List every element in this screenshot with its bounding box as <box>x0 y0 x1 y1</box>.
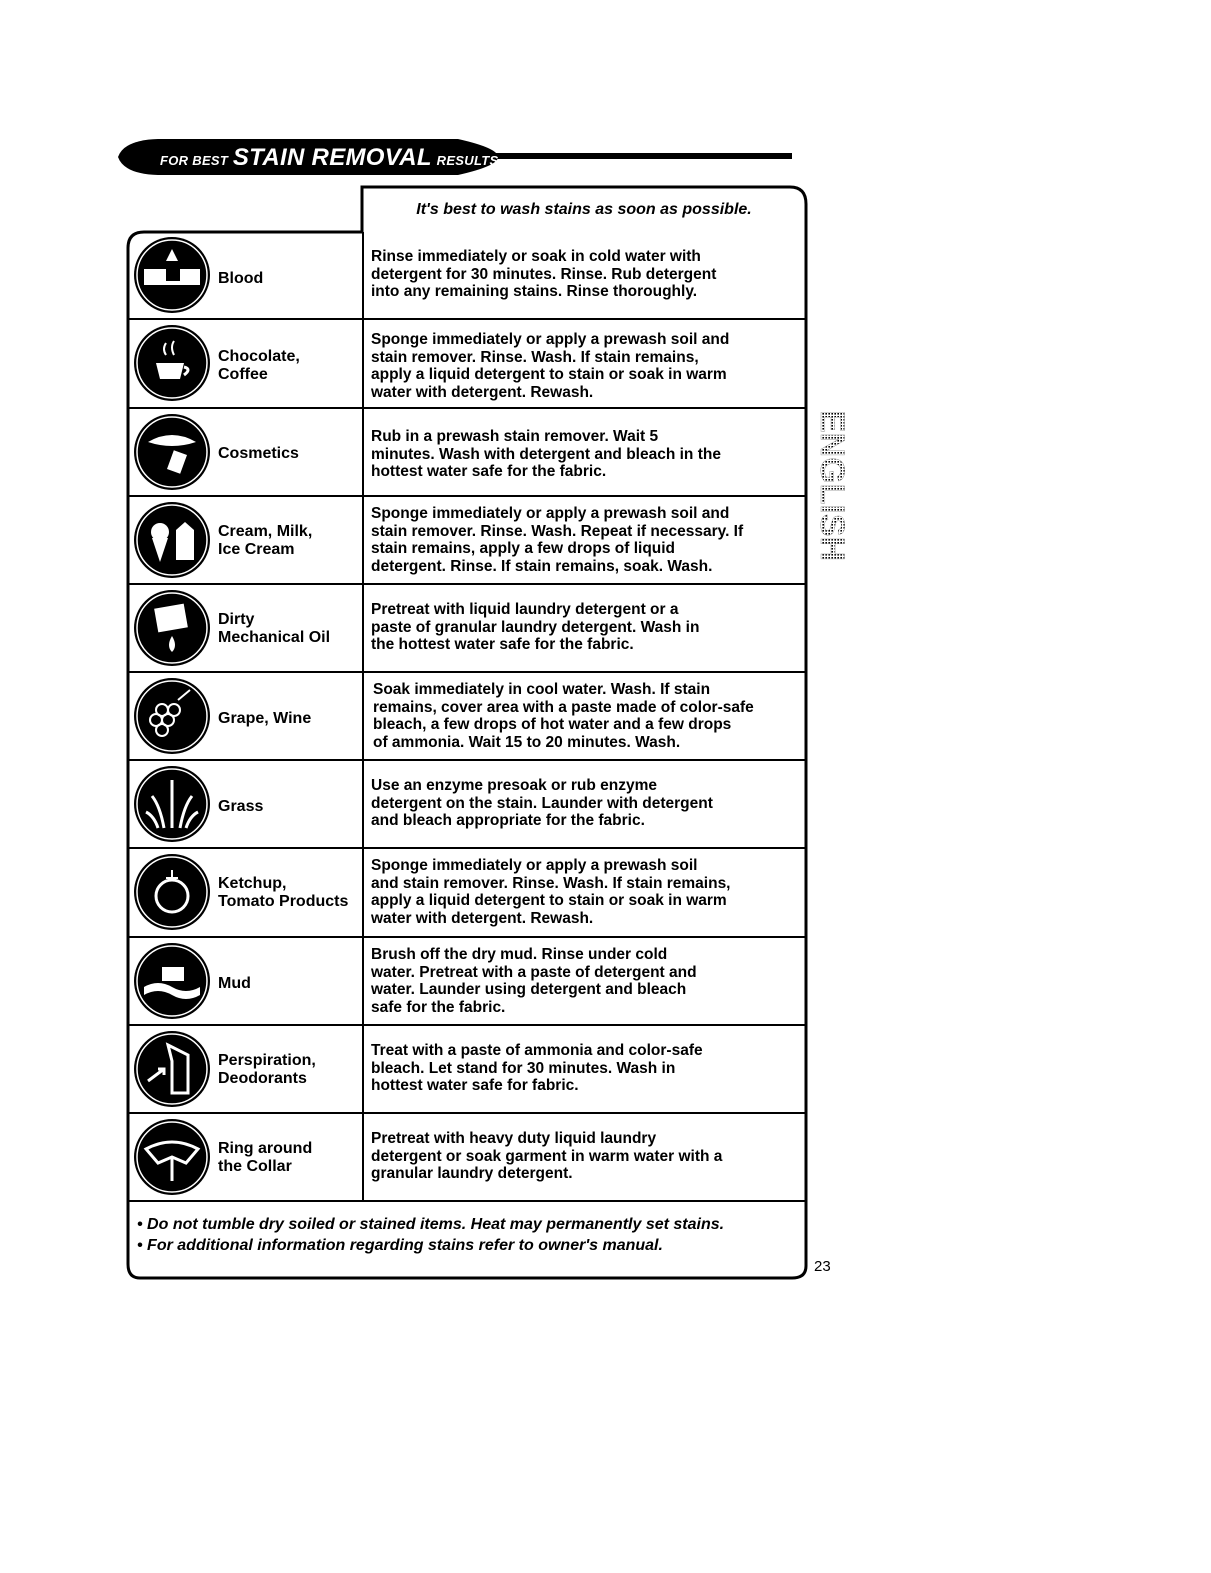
side-label <box>813 410 851 590</box>
banner-suffix: RESULTS <box>436 153 499 168</box>
stain-instructions: Use an enzyme presoak or rub enzyme detergent on the stain. Launder with detergent and bleach appropriate for the fabric. <box>371 777 713 829</box>
stain-instructions: Sponge immediately or apply a prewash soil and stain remover. Rinse. Wash. Repeat if necessary. If stain remains, apply a few drops of liquid detergent. Rinse. If stain remains, soak. Wash. <box>371 505 744 575</box>
tomato-icon <box>134 854 210 930</box>
stain-cell <box>128 938 364 1024</box>
stain-instructions: Sponge immediately or apply a prewash soil and stain remover. Rinse. Wash. If stain remains, apply a liquid detergent to stain or soak in warm water with detergent. Rewash. <box>371 331 730 401</box>
note-item: • For additional information regarding stains refer to owner's manual. <box>137 1237 663 1254</box>
header-tip: It's best to wash stains as soon as possible. <box>416 201 752 218</box>
table-row <box>128 585 806 673</box>
stain-cell <box>128 849 364 936</box>
table-row <box>128 320 806 409</box>
coffee-cup-icon <box>134 325 210 401</box>
stain-instructions: Rinse immediately or soak in cold water with detergent for 30 minutes. Rinse. Rub detergent into any remaining stains. Rinse thoroughly. <box>371 248 717 300</box>
stain-label: Ring around the Collar <box>218 1140 313 1175</box>
stain-instructions: Sponge immediately or apply a prewash soil and stain remover. Rinse. Wash. If stain remains, apply a liquid detergent to stain or soak in warm water with detergent. Rewash. <box>371 857 731 927</box>
note-item: • Do not tumble dry soiled or stained items. Heat may permanently set stains. <box>137 1216 725 1233</box>
stain-instructions: Soak immediately in cool water. Wash. If stain remains, cover area with a paste made of color-safe bleach, a few drops of hot water and a few drops of ammonia. Wait 15 to 20 minutes. Wash. <box>373 681 754 751</box>
table-row <box>128 1114 806 1202</box>
grass-icon <box>134 766 210 842</box>
table-row <box>128 673 806 761</box>
stain-instructions: Pretreat with heavy duty liquid laundry detergent or soak garment in warm water with a granular laundry detergent. <box>371 1130 723 1182</box>
stain-label: Grape, Wine <box>218 710 312 727</box>
table-row <box>128 232 806 320</box>
mud-icon <box>134 943 210 1019</box>
banner-prefix: FOR BEST <box>160 153 229 168</box>
ice-cream-milk-icon <box>134 502 210 578</box>
stain-label: Mud <box>218 975 251 992</box>
blood-drop-icon <box>134 237 210 313</box>
stain-cell <box>128 585 364 671</box>
shirt-collar-icon <box>134 1119 210 1195</box>
stain-label: Dirty Mechanical Oil <box>218 611 331 646</box>
page-number: 23 <box>814 1258 831 1275</box>
stain-cell <box>128 409 364 495</box>
stain-label: Cosmetics <box>218 445 299 462</box>
grapes-icon <box>134 678 210 754</box>
stain-label: Grass <box>218 798 264 815</box>
stain-cell <box>128 673 364 759</box>
table-row <box>128 409 806 497</box>
page-title <box>160 141 498 175</box>
table-row <box>128 938 806 1026</box>
stain-label: Ketchup, Tomato Products <box>218 875 349 910</box>
table-row <box>128 1026 806 1114</box>
stain-cell <box>128 1026 364 1112</box>
stain-label: Blood <box>218 270 264 287</box>
stain-cell <box>128 497 364 583</box>
stain-label: Perspiration, Deodorants <box>218 1052 316 1087</box>
engine-oil-icon <box>134 590 210 666</box>
table-row <box>128 849 806 938</box>
footer-notes <box>137 1214 797 1256</box>
table-row <box>128 761 806 849</box>
stain-cell <box>128 232 364 318</box>
stain-instructions: Rub in a prewash stain remover. Wait 5 minutes. Wash with detergent and bleach in the hottest water safe for the fabric. <box>371 428 721 480</box>
stain-cell <box>128 320 364 407</box>
stain-cell <box>128 761 364 847</box>
stain-cell <box>128 1114 364 1200</box>
stain-label: Cream, Milk, Ice Cream <box>218 523 313 558</box>
stain-instructions: Brush off the dry mud. Rinse under cold water. Pretreat with a paste of detergent and water. Launder using detergent and bleach safe for the fabric. <box>371 946 697 1016</box>
table-row <box>128 497 806 585</box>
stain-instructions: Pretreat with liquid laundry detergent or a paste of granular laundry detergent. Wash in the hottest water safe for the fabric. <box>371 601 700 653</box>
lipstick-icon <box>134 414 210 490</box>
stain-instructions: Treat with a paste of ammonia and color-safe bleach. Let stand for 30 minutes. Wash in hottest water safe for fabric. <box>371 1042 703 1094</box>
side-label-text: ENGLISH <box>813 410 851 562</box>
shirt-armpit-icon <box>134 1031 210 1107</box>
stain-label: Chocolate, Coffee <box>218 348 300 383</box>
banner-title: STAIN REMOVAL <box>232 144 432 171</box>
